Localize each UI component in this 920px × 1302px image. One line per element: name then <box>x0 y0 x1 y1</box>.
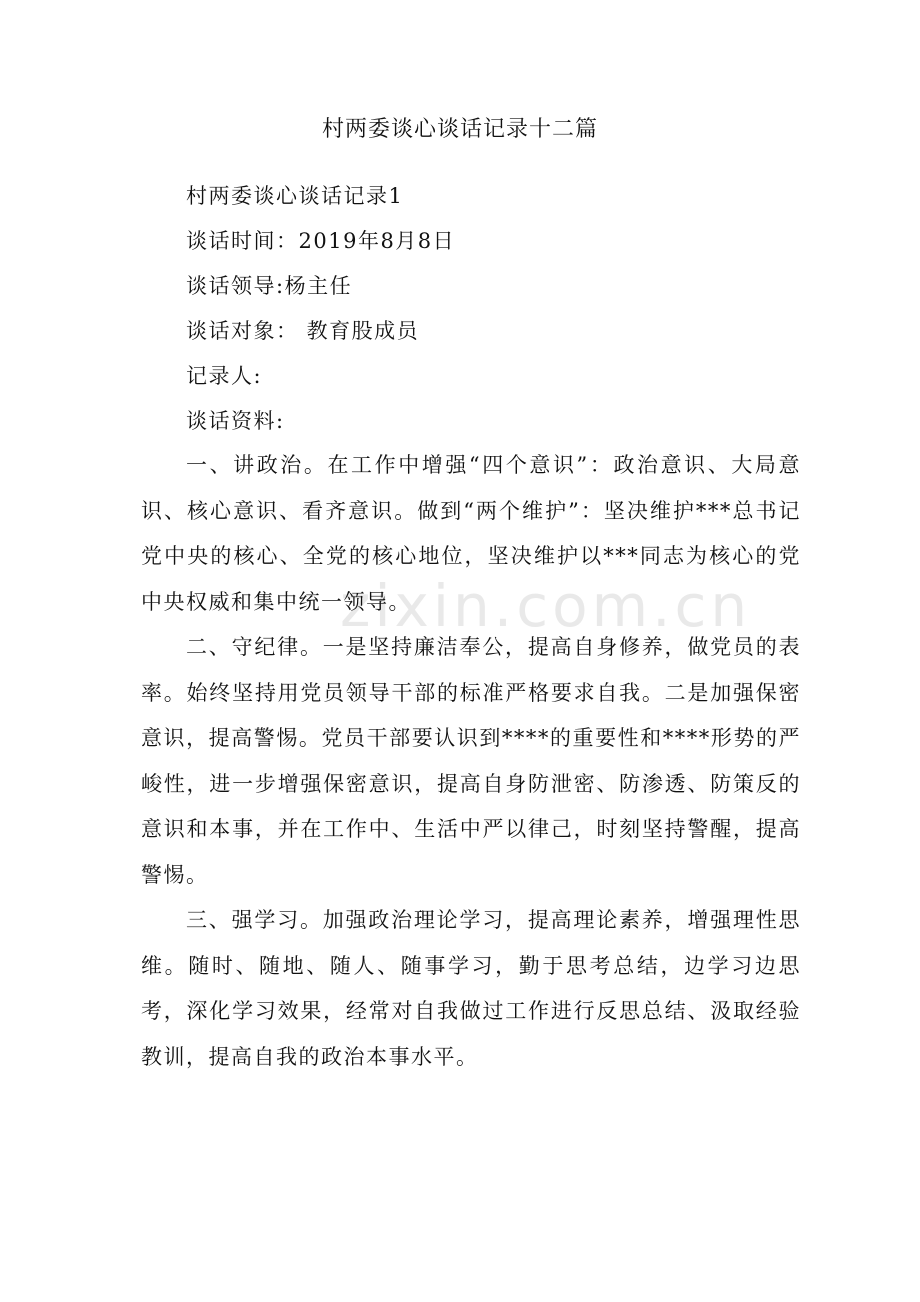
document-title: 村两委谈心谈话记录十二篇 <box>321 117 598 142</box>
paragraph-discipline: 二、守纪律。一是坚持廉洁奉公，提高自身修养，做党员的表率。始终坚持用党员领导干部的标准严格要求自我。二是加强保密意识，提高警惕。党员干部要认识到****的重要性和****形势的严峻性，进一步增强保密意识，提高自身防泄密、防渗透、防策反的意识和本事，并在工作中、生活中严以律己，时刻坚持警醒，提高警惕。 <box>141 635 801 887</box>
paragraph-politics: 一、讲政治。在工作中增强“四个意识”：政治意识、大局意识、核心意识、看齐意识。做到“两个维护”：坚决维护***总书记党中央的核心、全党的核心地位，坚决维护以***同志为核心的党中央权威和集中统一领导。 <box>141 453 801 614</box>
talk-leader: 谈话领导:杨主任 <box>186 274 353 298</box>
record-heading: 村两委谈心谈话记录1 <box>186 184 404 208</box>
paragraph-study: 三、强学习。加强政治理论学习，提高理论素养，增强理性思维。随时、随地、随人、随事学习，勤于思考总结，边学习边思考，深化学习效果，经常对自我做过工作进行反思总结、汲取经验教训，提高自我的政治本事水平。 <box>141 908 801 1069</box>
content-label: 谈话资料: <box>186 409 285 433</box>
recorder: 记录人: <box>186 364 263 388</box>
watermark: zixin.com.cn <box>340 572 752 640</box>
talk-target: 谈话对象： 教育股成员 <box>186 319 420 343</box>
talk-time: 谈话时间：2019年8月8日 <box>186 229 456 253</box>
